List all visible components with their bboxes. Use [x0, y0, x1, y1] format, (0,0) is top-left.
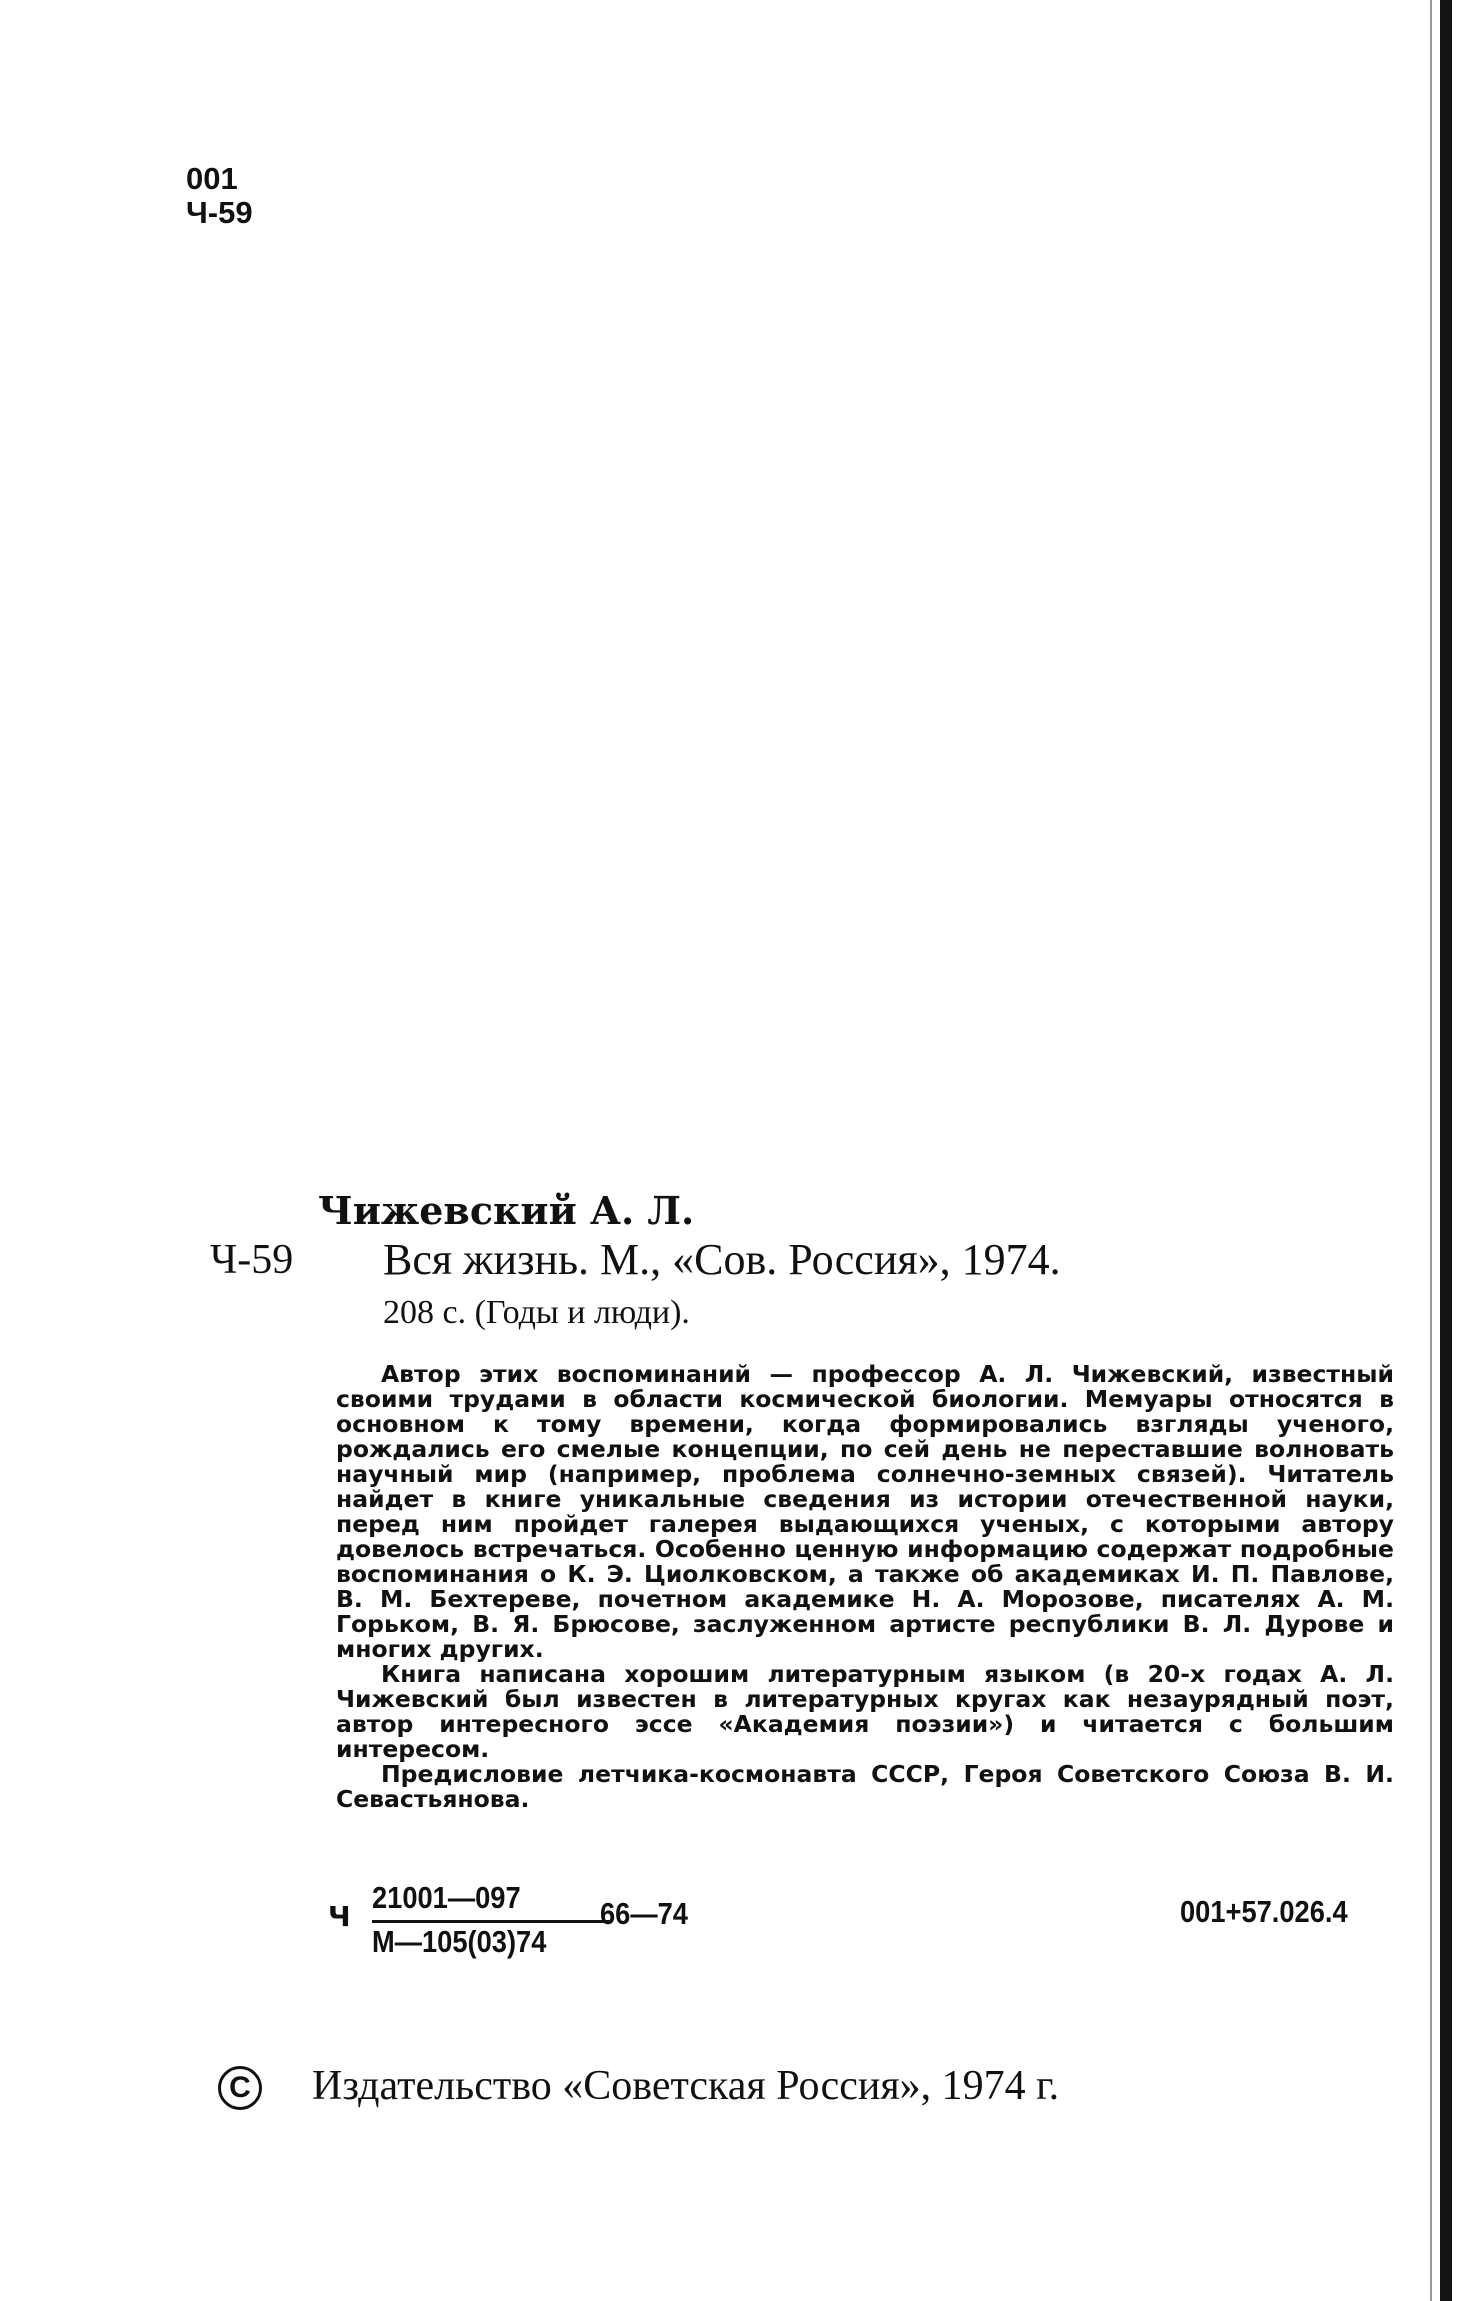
index-letter: Ч: [328, 1900, 351, 1933]
cipher-top-code: Ч-59: [186, 195, 253, 230]
pages-series-line: 208 с. (Годы и люди).: [383, 1294, 690, 1331]
author-cipher: Ч-59: [210, 1237, 294, 1283]
annotation: [336, 1362, 1394, 1812]
udc-bottom-code: 001+57.026.4: [1180, 1894, 1348, 1929]
annotation-paragraph: Книга написана хорошим литературным языком (в 20-х годах А. Л. Чижевский был известен в литературных кругах как незаурядный поэт, автор интересного эссе «Академия поэзии») и читается с большим интересом.: [336, 1660, 1394, 1763]
book-spine-edge: [1440, 0, 1452, 2301]
author-name: Чижевский А. Л.: [318, 1188, 695, 1233]
udc-top-code: 001: [186, 161, 238, 196]
top-classification: [186, 162, 253, 230]
page-edge-shadow: [1430, 0, 1432, 2301]
book-title-line: Вся жизнь. М., «Сов. Россия», 1974.: [383, 1235, 1061, 1284]
index-denominator: М—105(03)74: [372, 1924, 547, 1959]
annotation-paragraph: Автор этих воспоминаний — профессор А. Л. Чижевский, известный своими трудами в области космической биологии. Мемуары относятся в основном к тому времени, когда формировались взгляды ученого, рождались его смелые концепции, по сей день не переставшие волновать научный мир (например, проблема солнечно-земных связей). Читатель найдет в книге уникальные сведения из истории отечественной науки, перед ним пройдет галерея выдающихся ученых, с которыми автору довелось встречаться. Особенно ценную информацию содержат подробные воспоминания о К. Э. Циолковском, а также об академиках И. П. Павлове, В. М. Бехтереве, почетном академике Н. А. Морозове, писателях А. М. Горьком, В. Я. Брюсове, заслуженном артисте республики В. Л. Дурове и многих других.: [336, 1360, 1394, 1663]
publisher-copyright-line: Издательство «Советская Россия», 1974 г.: [312, 2063, 1060, 2109]
index-numerator: 21001—097: [372, 1880, 521, 1915]
annotation-paragraph: Предисловие летчика-космонавта СССР, Героя Советского Союза В. И. Севастьянова.: [336, 1760, 1394, 1813]
index-code: 66—74: [600, 1896, 688, 1931]
fraction-rule: [372, 1920, 612, 1923]
copyright-icon: C: [218, 2066, 262, 2110]
